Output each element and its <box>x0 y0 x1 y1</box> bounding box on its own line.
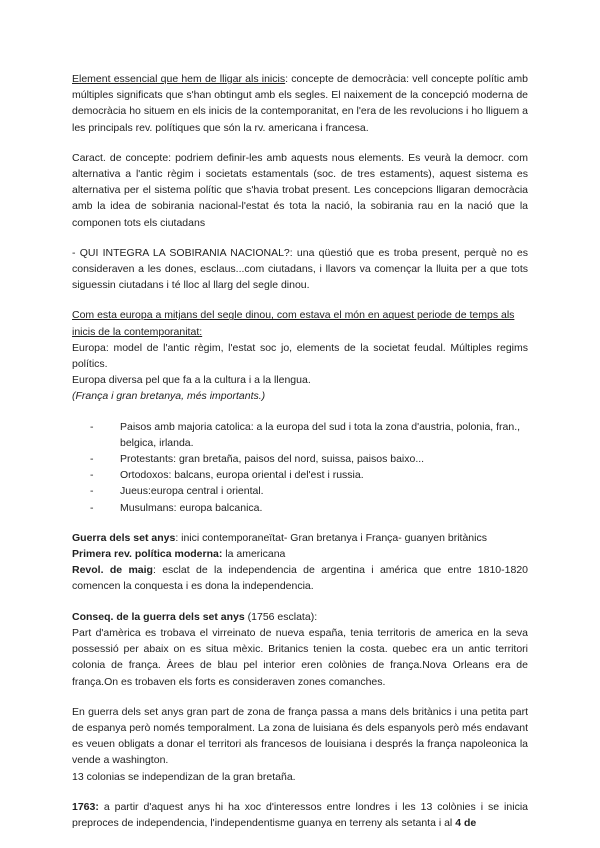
paragraph-europe-note: (França i gran bretanya, més importants.) <box>72 390 266 403</box>
paragraph-europe-line1: Europa: model de l'antic règim, l'estat soc jo, elements de la societat feudal. Múltiples regims polítics. <box>72 341 528 371</box>
paragraph-text: a partir d'aquest anys hi ha xoc d'interessos entre londres i les 13 colònies i se inicia preproces de independencia, l'independentisme guanya en terreny als setanta i al <box>72 800 528 829</box>
paragraph-first-rev <box>72 546 528 562</box>
section-heading-europe: Com esta europa a mitjans del segle dinou, com estava el món en aquest periode de temps als inicis de la contemporanitat: <box>72 309 515 338</box>
paragraph-europe-line2: Europa diversa pel que fa a la cultura i a la llengua. <box>72 374 311 387</box>
paragraph-text: : inici contemporaneïtat- Gran bretanya i França- guanyen britànics <box>175 531 487 544</box>
paragraph-text: : esclat de la independencia de argentina i américa que entre 1810-1820 comencen la conquesta i es dona la independencia. <box>72 564 528 593</box>
paragraph-democracy <box>72 71 528 136</box>
paragraph-war <box>72 530 528 546</box>
bold-label: 4 de <box>455 816 477 829</box>
list-item: - Ortodoxos: balcans, europa oriental i del'est i russia. <box>90 467 528 483</box>
paragraph-sovereignty: - QUI INTEGRA LA SOBIRANIA NACIONAL?: una qüestió que es troba present, perquè no es consideraven a les dones, esclaus...com ciutadans, i llavors va començar la lluita per a que tots siguessin ciutadans i té lloc al llarg del segle dinou. <box>72 246 528 292</box>
list-item: - Paisos amb majoria catolica: a la europa del sud i tota la zona d'austria, polonia, fran., belgica, irlanda. <box>90 419 528 451</box>
list-item: - Musulmans: europa balcanica. <box>90 500 528 516</box>
paragraph-conseq-heading <box>72 609 528 625</box>
list-item: - Protestants: gran bretaña, paisos del nord, suissa, paisos baixo... <box>90 451 528 467</box>
list-item: - Jueus:europa central i oriental. <box>90 483 528 499</box>
bold-label: 1763: <box>72 800 99 813</box>
religion-list <box>72 419 528 516</box>
bold-label: Primera rev. política moderna: <box>72 548 223 561</box>
paragraph-concept: Caract. de concepte: podriem definir-les amb aquests nous elements. Es veurà la democr. com alternativa a l'antic règim i societats estamentals (soc. de tres estaments), aquest sistema es alternativa per el sistema polític que s'havia trobat present. Les concepcions lligaran democràcia amb la idea de sobirania nacional-l'estat és tota la nació, la sobirania rau en la nació que la componen tots els ciutadans <box>72 151 528 229</box>
section-heading-element: Element essencial que hem de lligar als inicis <box>72 73 286 85</box>
paragraph-text: (1756 esclata): <box>244 610 318 623</box>
paragraph-1763 <box>72 799 528 831</box>
paragraph-territory: En guerra dels set anys gran part de zona de franҫa passa a mans dels britànics i una petita part de espanya però només temporalment. La zona de luisiana és dels espanyols però més endavant es veuen obligats a donar el territori als francesos de louisiana i després la franҫa napoleonica la vende a washington. <box>72 705 528 767</box>
paragraph-text: : concepte de democràcia: vell concepte polític amb múltiples significats que s'han obtingut amb els segles. El naixement de la concepció moderna de democràcia ho situem en els inicis de la contemporanitat, en l'era de les revolucions i ho lliguem a les principals rev. polítiques que són la rv. americana i francesa. <box>72 73 528 134</box>
bold-label: Guerra dels set anys <box>72 531 176 544</box>
bold-label: Revol. de maig <box>72 564 153 577</box>
document-page <box>72 71 528 831</box>
paragraph-text: la americana <box>222 548 286 561</box>
paragraph-conseq: Part d'amèrica es trobava el virreinato de nueva españa, tenia territoris de america en la seva possessió per abaix on es situa mèxic. Britanics tenien la costa. quebec era un antic territori colonia de franҫa. Àrees de blau pel interior eren colònies de franҫa.Nova Orleans era de franҫa.On es trobaven els forts es consideraven zones comanches. <box>72 626 528 688</box>
paragraph-13-colonies: 13 colonias se independizan de la gran bretaña. <box>72 770 296 783</box>
paragraph-maig <box>72 562 528 594</box>
bold-label: Conseq. de la guerra dels set anys <box>72 610 245 623</box>
